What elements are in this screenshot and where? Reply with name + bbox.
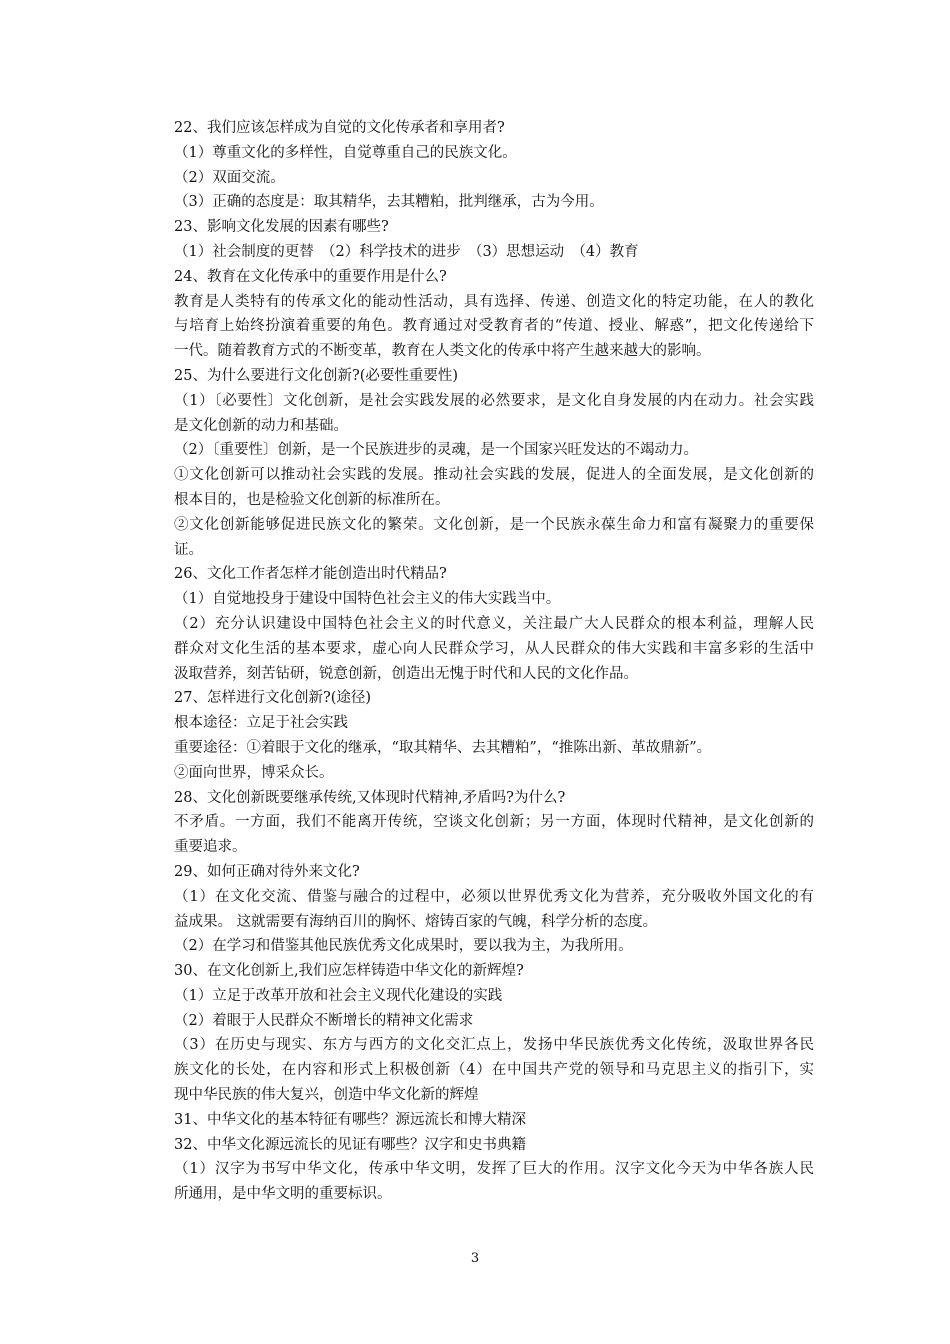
text-line: 32、中华文化源远流长的见证有哪些？汉字和史书典籍	[174, 1136, 526, 1153]
text-line: （2）〔重要性〕创新，是一个民族进步的灵魂，是一个国家兴旺发达的不竭动力。	[174, 442, 698, 459]
text-line: ②文化创新能够促进民族文化的繁荣。文化创新，是一个民族永葆生命力和富有凝聚力的重要保	[174, 516, 814, 533]
text-line: ②面向世界，博采众长。	[174, 764, 334, 781]
text-line: 28、文化创新既要继承传统,又体现时代精神,矛盾吗?为什么?	[174, 789, 566, 806]
text-line: 现中华民族的伟大复兴，创造中华文化新的辉煌	[174, 1087, 479, 1104]
text-line: 汲取营养，刻苦钻研，锐意创新，创造出无愧于时代和人民的文化作品。	[174, 665, 638, 682]
text-line: 23、影响文化发展的因素有哪些?	[174, 219, 389, 236]
text-line: 22、我们应该怎样成为自觉的文化传承者和享用者?	[174, 120, 505, 136]
page-number: 3	[470, 1251, 480, 1266]
text-line: 教育是人类特有的传承文化的能动性活动，具有选择、传递、创造文化的特定功能，在人的教化	[174, 293, 814, 310]
text-line: 族文化的长处，在内容和形式上积极创新（4）在中国共产党的领导和马克思主义的指引下，实	[174, 1062, 814, 1079]
text-line: （2）充分认识建设中国特色社会主义的时代意义，关注最广大人民群众的根本利益，理解人民	[174, 615, 814, 632]
text-line: 群众对文化生活的基本要求，虚心向人民群众学习，从人民群众的伟大实践和丰富多彩的生活中	[174, 640, 814, 657]
text-line: 26、文化工作者怎样才能创造出时代精品?	[174, 566, 447, 583]
text-line: 与培育上始终扮演着重要的角色。教育通过对受教育者的“传道、授业、解惑”，把文化传递给下	[174, 318, 814, 335]
text-line: （3）正确的态度是：取其精华，去其糟粕，批判继承，古为今用。	[174, 194, 604, 211]
text-line: （3）在历史与现实、东方与西方的文化交汇点上，发扬中华民族优秀文化传统，汲取世界各民	[174, 1037, 814, 1054]
text-line: 27、怎样进行文化创新?(途径)	[174, 690, 372, 707]
text-line: 证。	[174, 541, 203, 558]
text-line: 24、教育在文化传承中的重要作用是什么?	[174, 268, 447, 285]
text-line: （2）着眼于人民群众不断增长的精神文化需求	[174, 1012, 474, 1029]
text-line: 重要途径：①着眼于文化的继承，“取其精华、去其糟粕”，“推陈出新、革故鼎新”。	[174, 739, 712, 756]
text-line: 31、中华文化的基本特征有哪些？源远流长和博大精深	[174, 1111, 526, 1128]
text-line: 29、如何正确对待外来文化?	[174, 863, 360, 880]
text-line: 根本目的，也是检验文化创新的标准所在。	[174, 491, 450, 508]
document-body	[174, 116, 814, 1207]
text-line: 所通用，是中华文明的重要标识。	[174, 1186, 392, 1203]
text-line: （2）双面交流。	[174, 169, 285, 186]
text-line: （1）自觉地投身于建设中国特色社会主义的伟大实践当中。	[174, 591, 561, 608]
text-line: 一代。随着教育方式的不断变革，教育在人类文化的传承中将产生越来越大的影响。	[174, 343, 711, 360]
text-line: 是文化创新的动力和基础。	[174, 417, 348, 434]
text-line: 30、在文化创新上,我们应怎样铸造中华文化的新辉煌?	[174, 963, 524, 980]
text-line: 益成果。 这就需要有海纳百川的胸怀、熔铸百家的气魄，科学分析的态度。	[174, 913, 658, 930]
text-line: （2）在学习和借鉴其他民族优秀文化成果时，要以我为主，为我所用。	[174, 938, 633, 955]
text-line: （1）社会制度的更替 （2）科学技术的进步 （3）思想运动 （4）教育	[174, 243, 639, 260]
text-line: （1）在文化交流、借鉴与融合的过程中，必须以世界优秀文化为营养，充分吸收外国文化的有	[174, 888, 814, 905]
text-line: （1）立足于改革开放和社会主义现代化建设的实践	[174, 987, 503, 1004]
text-line: 25、为什么要进行文化创新?(必要性重要性)	[174, 367, 459, 384]
text-line: ①文化创新可以推动社会实践的发展。推动社会实践的发展，促进人的全面发展，是文化创新的	[174, 467, 814, 484]
text-line: 重要追求。	[174, 839, 247, 856]
text-line: （1）尊重文化的多样性，自觉尊重自己的民族文化。	[174, 144, 517, 161]
text-line: 不矛盾。一方面，我们不能离开传统，空谈文化创新；另一方面，体现时代精神，是文化创新的	[174, 814, 814, 831]
text-line: （1）汉字为书写中华文化，传承中华文明，发挥了巨大的作用。汉字文化今天为中华各族人民	[174, 1161, 814, 1178]
text-line: 根本途径：立足于社会实践	[174, 715, 348, 732]
text-line: （1）〔必要性〕文化创新，是社会实践发展的必然要求，是文化自身发展的内在动力。社会实践	[174, 392, 814, 409]
